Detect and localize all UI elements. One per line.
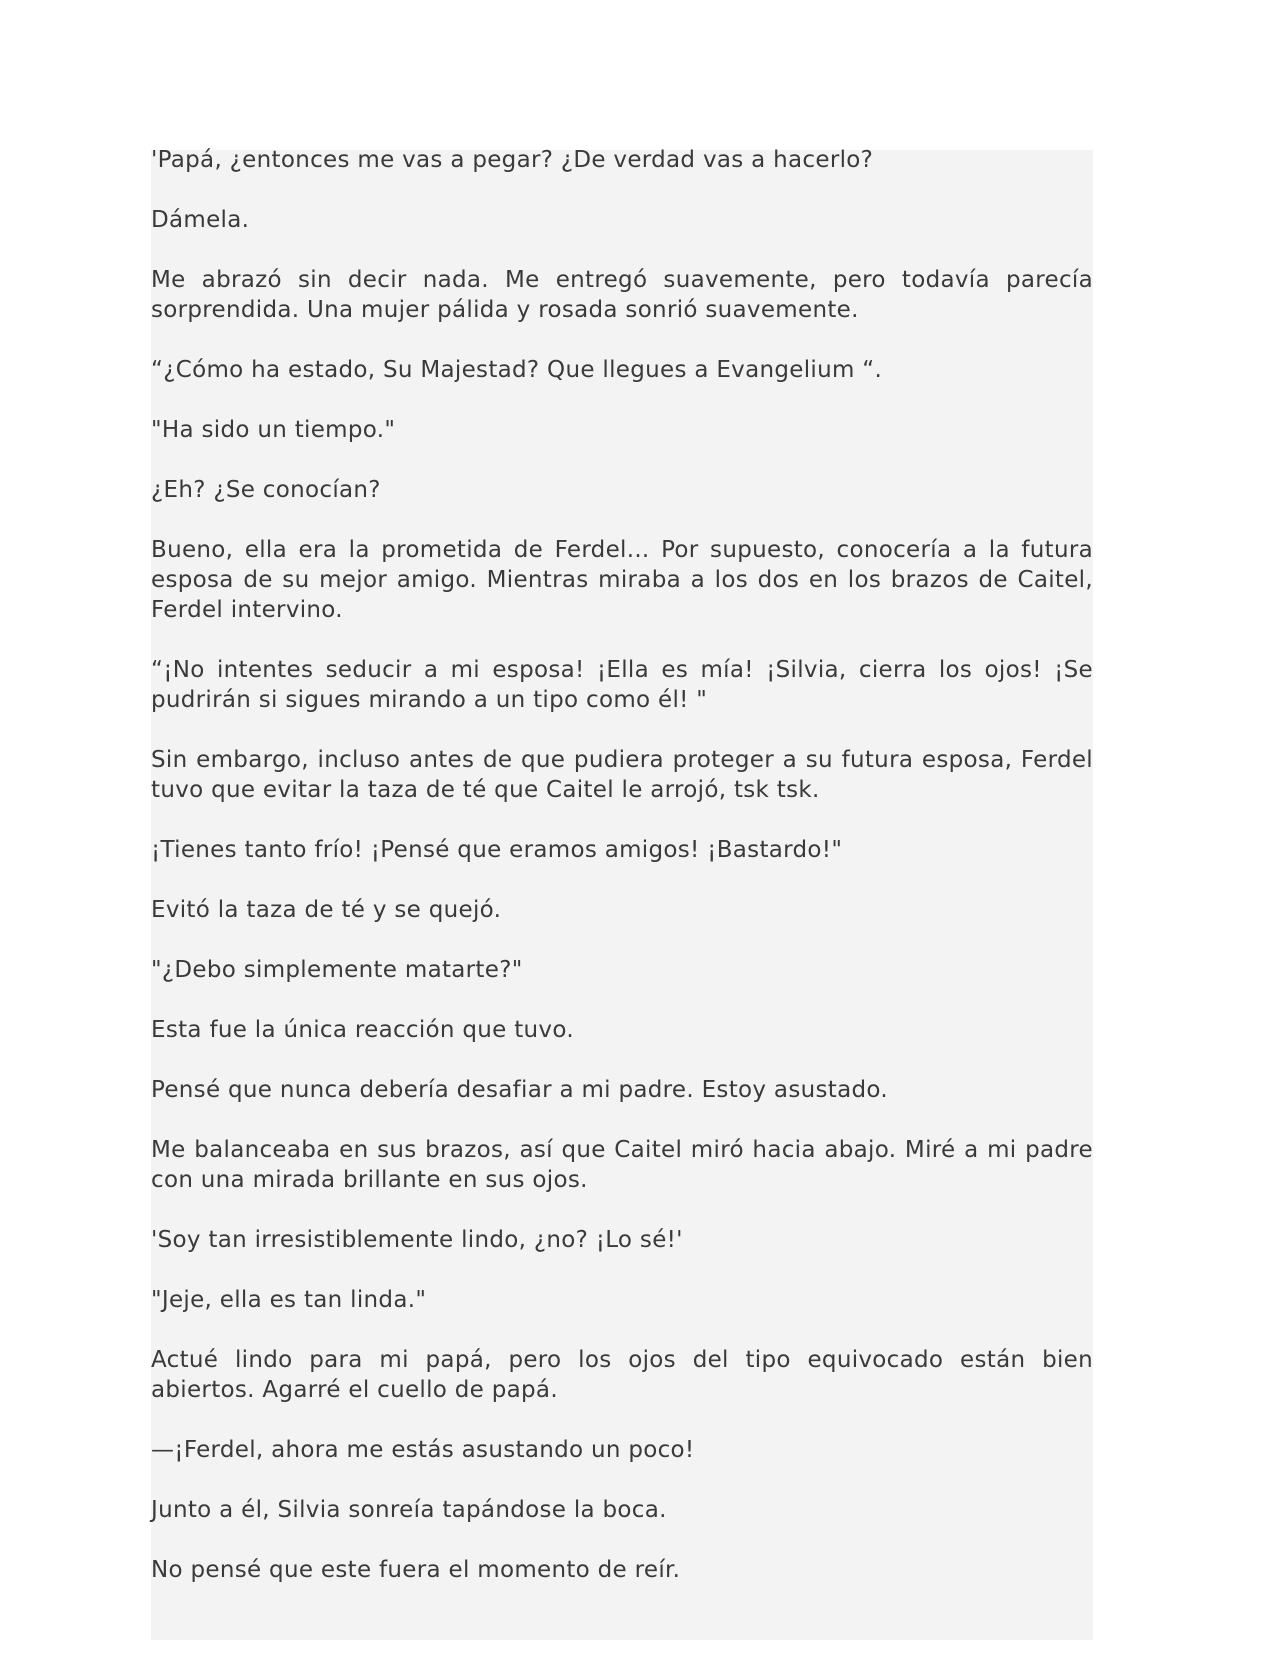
paragraph: —¡Ferdel, ahora me estás asustando un poco! xyxy=(151,1437,695,1463)
paragraph: Evitó la taza de té y se quejó. xyxy=(151,897,502,923)
paragraph: Bueno, ella era la prometida de Ferdel... Por supuesto, conocería a la futura esposa de su mejor amigo. Mientras miraba a los dos en los brazos de Caitel, Ferdel intervino. xyxy=(151,537,1093,623)
paragraph: Me abrazó sin decir nada. Me entregó suavemente, pero todavía parecía sorprendida. Una mujer pálida y rosada sonrió suavemente. xyxy=(151,267,1093,323)
paragraph: "¿Debo simplemente matarte?" xyxy=(151,957,523,983)
paragraph: Esta fue la única reacción que tuvo. xyxy=(151,1017,574,1043)
paragraph: “¡No intentes seducir a mi esposa! ¡Ella es mía! ¡Silvia, cierra los ojos! ¡Se pudrirán si sigues mirando a un tipo como él! " xyxy=(151,657,1093,713)
paragraph: 'Soy tan irresistiblemente lindo, ¿no? ¡Lo sé!' xyxy=(151,1227,683,1253)
paragraph: Pensé que nunca debería desafiar a mi padre. Estoy asustado. xyxy=(151,1077,888,1103)
paragraph: “¿Cómo ha estado, Su Majestad? Que llegues a Evangelium “. xyxy=(151,357,883,383)
paragraph: Dámela. xyxy=(151,207,250,233)
paragraph: ¡Tienes tanto frío! ¡Pensé que eramos amigos! ¡Bastardo!" xyxy=(151,837,843,863)
paragraph: Sin embargo, incluso antes de que pudiera proteger a su futura esposa, Ferdel tuvo que evitar la taza de té que Caitel le arrojó, tsk tsk. xyxy=(151,747,1093,803)
paragraph: Actué lindo para mi papá, pero los ojos del tipo equivocado están bien abiertos. Agarré el cuello de papá. xyxy=(151,1347,1093,1403)
paragraph: Junto a él, Silvia sonreía tapándose la boca. xyxy=(151,1497,667,1523)
paragraph: ¿Eh? ¿Se conocían? xyxy=(151,477,381,503)
document-body xyxy=(151,145,1093,1585)
paragraph: "Jeje, ella es tan linda." xyxy=(151,1287,427,1313)
paragraph: 'Papá, ¿entonces me vas a pegar? ¿De verdad vas a hacerlo? xyxy=(151,147,874,173)
paragraph: Me balanceaba en sus brazos, así que Caitel miró hacia abajo. Miré a mi padre con una mirada brillante en sus ojos. xyxy=(151,1137,1093,1193)
paragraph: No pensé que este fuera el momento de reír. xyxy=(151,1557,681,1583)
paragraph: "Ha sido un tiempo." xyxy=(151,417,396,443)
